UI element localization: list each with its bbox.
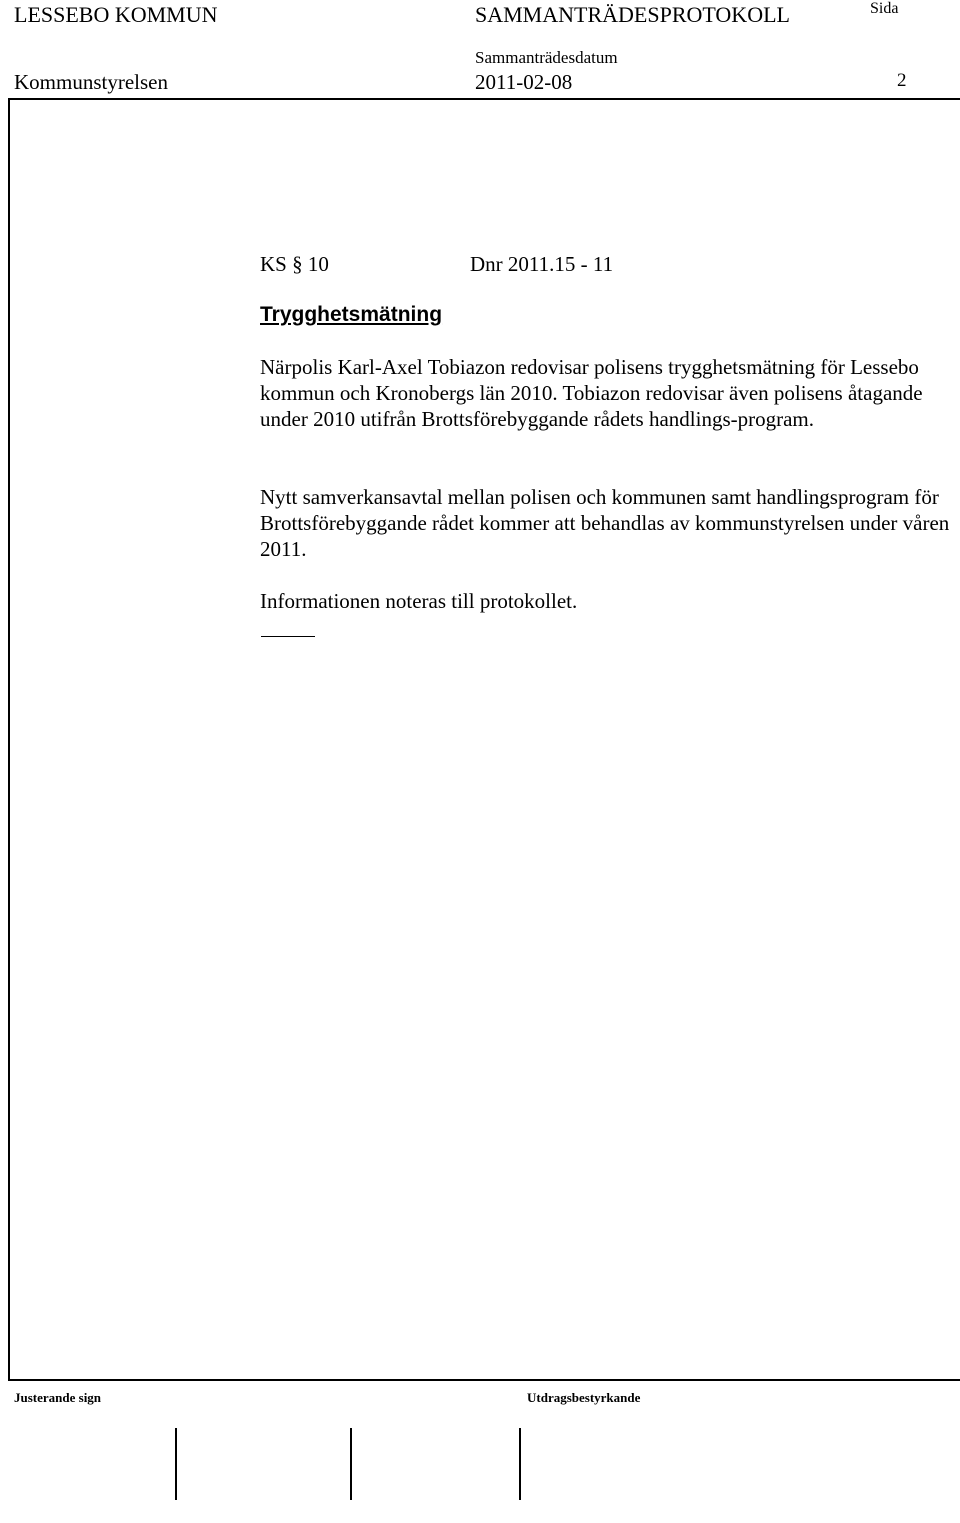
- meeting-date-label: Sammanträdesdatum: [475, 48, 618, 67]
- paragraph: Närpolis Karl-Axel Tobiazon redovisar polisens trygghetsmätning för Lessebo kommun och Kronobergs län 2010. Tobiazon redovisar även polisens åtagande under 2010 utifrån Brottsförebyggande rådets handlings-program.: [260, 355, 923, 431]
- meeting-date: 2011-02-08: [475, 70, 573, 94]
- signature-divider: [519, 1428, 521, 1500]
- left-margin-divider: [8, 98, 10, 1380]
- signature-divider: [350, 1428, 352, 1500]
- paragraph: Nytt samverkansavtal mellan polisen och kommunen samt handlingsprogram för Brottsförebyggande rådet kommer att behandlas av kommunstyrelsen under våren 2011.: [260, 485, 950, 561]
- section-end-line: [261, 636, 315, 637]
- paragraph: Informationen noteras till protokollet.: [260, 589, 578, 613]
- diary-number: Dnr 2011.15 - 11: [470, 252, 614, 276]
- section-title: Trygghetsmätning: [260, 303, 443, 326]
- header-divider: [8, 98, 960, 100]
- organization-name: LESSEBO KOMMUN: [14, 2, 218, 27]
- page-label: Sida: [870, 0, 899, 17]
- section-reference: KS § 10: [260, 252, 329, 276]
- signature-divider: [175, 1428, 177, 1500]
- utdragsbestyrkande-label: Utdragsbestyrkande: [527, 1390, 641, 1405]
- committee-name: Kommunstyrelsen: [14, 70, 168, 94]
- page-number: 2: [897, 70, 907, 91]
- document-type: SAMMANTRÄDESPROTOKOLL: [475, 2, 790, 27]
- justerande-sign-label: Justerande sign: [14, 1390, 102, 1405]
- footer-divider: [8, 1379, 960, 1381]
